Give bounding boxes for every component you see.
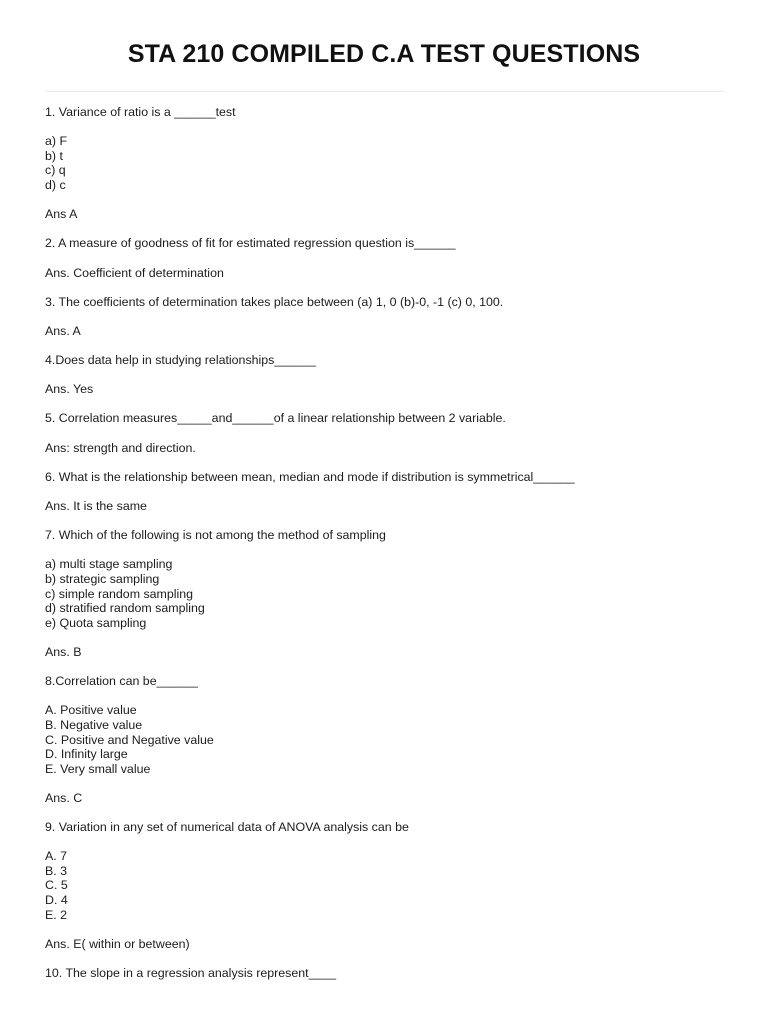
answer-text: Ans. A xyxy=(45,323,81,338)
answer-text: Ans. Yes xyxy=(45,382,94,397)
spacer xyxy=(45,251,735,266)
answer-text: Ans. It is the same xyxy=(45,499,147,514)
spacer xyxy=(45,426,735,441)
answer-option: E. Very small value xyxy=(45,761,151,776)
spacer xyxy=(45,543,735,558)
answer-option: e) Quota sampling xyxy=(45,615,147,630)
spacer xyxy=(45,120,735,135)
answer-option: a) multi stage sampling xyxy=(45,557,173,572)
question-text: 2. A measure of goodness of fit for estimated regression question is______ xyxy=(45,236,456,251)
question-text: 8.Correlation can be______ xyxy=(45,674,198,689)
answer-option: B. Negative value xyxy=(45,717,143,732)
answer-option: A. Positive value xyxy=(45,703,137,718)
answer-text: Ans. B xyxy=(45,644,82,659)
question-block xyxy=(45,411,735,469)
document-title: STA 210 COMPILED C.A TEST QUESTIONS xyxy=(127,40,641,68)
question-block xyxy=(45,674,735,820)
spacer xyxy=(45,339,735,354)
answer-option: b) t xyxy=(45,148,63,163)
answer-text: Ans. Coefficient of determination xyxy=(45,265,224,280)
question-list xyxy=(45,105,735,981)
spacer xyxy=(45,368,735,383)
question-block xyxy=(45,528,735,674)
question-text: 1. Variance of ratio is a ______test xyxy=(45,105,236,119)
answer-text: Ans. E( within or between) xyxy=(45,936,190,951)
question-block xyxy=(45,966,735,981)
answer-option: B. 3 xyxy=(45,863,68,878)
spacer xyxy=(45,280,735,295)
question-text: 5. Correlation measures_____and______of a linear relationship between 2 variable. xyxy=(45,411,506,426)
answer-option: c) simple random sampling xyxy=(45,586,194,601)
spacer xyxy=(45,309,735,324)
answer-text: Ans. C xyxy=(45,790,83,805)
answer-option: d) c xyxy=(45,177,66,192)
answer-option: c) q xyxy=(45,163,66,178)
answer-option: C. 5 xyxy=(45,878,68,893)
question-block xyxy=(45,470,735,528)
answer-option: C. Positive and Negative value xyxy=(45,732,214,747)
answer-option: D. Infinity large xyxy=(45,747,128,762)
question-block xyxy=(45,105,735,236)
spacer xyxy=(45,689,735,704)
spacer xyxy=(45,193,735,208)
answer-option: d) stratified random sampling xyxy=(45,601,205,616)
spacer xyxy=(45,660,735,675)
question-text: 4.Does data help in studying relationships______ xyxy=(45,353,316,368)
question-text: 7. Which of the following is not among the method of sampling xyxy=(45,528,386,543)
answer-option: b) strategic sampling xyxy=(45,572,160,586)
question-text: 6. What is the relationship between mean, median and mode if distribution is symmetrical______ xyxy=(45,469,575,484)
question-block xyxy=(45,236,735,294)
answer-text: Ans: strength and direction. xyxy=(45,440,196,455)
answer-option: E. 2 xyxy=(45,907,68,922)
spacer xyxy=(45,806,735,821)
answer-text: Ans A xyxy=(45,207,78,222)
title-divider xyxy=(45,91,725,92)
question-text: 9. Variation in any set of numerical data of ANOVA analysis can be xyxy=(45,820,409,835)
spacer xyxy=(45,776,735,791)
question-text: 10. The slope in a regression analysis represent____ xyxy=(45,966,337,981)
question-block xyxy=(45,820,735,966)
spacer xyxy=(45,397,735,412)
spacer xyxy=(45,630,735,645)
spacer xyxy=(45,455,735,470)
spacer xyxy=(45,922,735,937)
answer-option: a) F xyxy=(45,134,68,149)
question-text: 3. The coefficients of determination takes place between (a) 1, 0 (b)-0, -1 (c) 0, 100. xyxy=(45,294,504,309)
answer-option: D. 4 xyxy=(45,893,68,908)
spacer xyxy=(45,514,735,529)
spacer xyxy=(45,222,735,237)
spacer xyxy=(45,951,735,966)
question-block xyxy=(45,295,735,353)
question-block xyxy=(45,353,735,411)
spacer xyxy=(45,835,735,850)
answer-option: A. 7 xyxy=(45,849,68,864)
spacer xyxy=(45,484,735,499)
